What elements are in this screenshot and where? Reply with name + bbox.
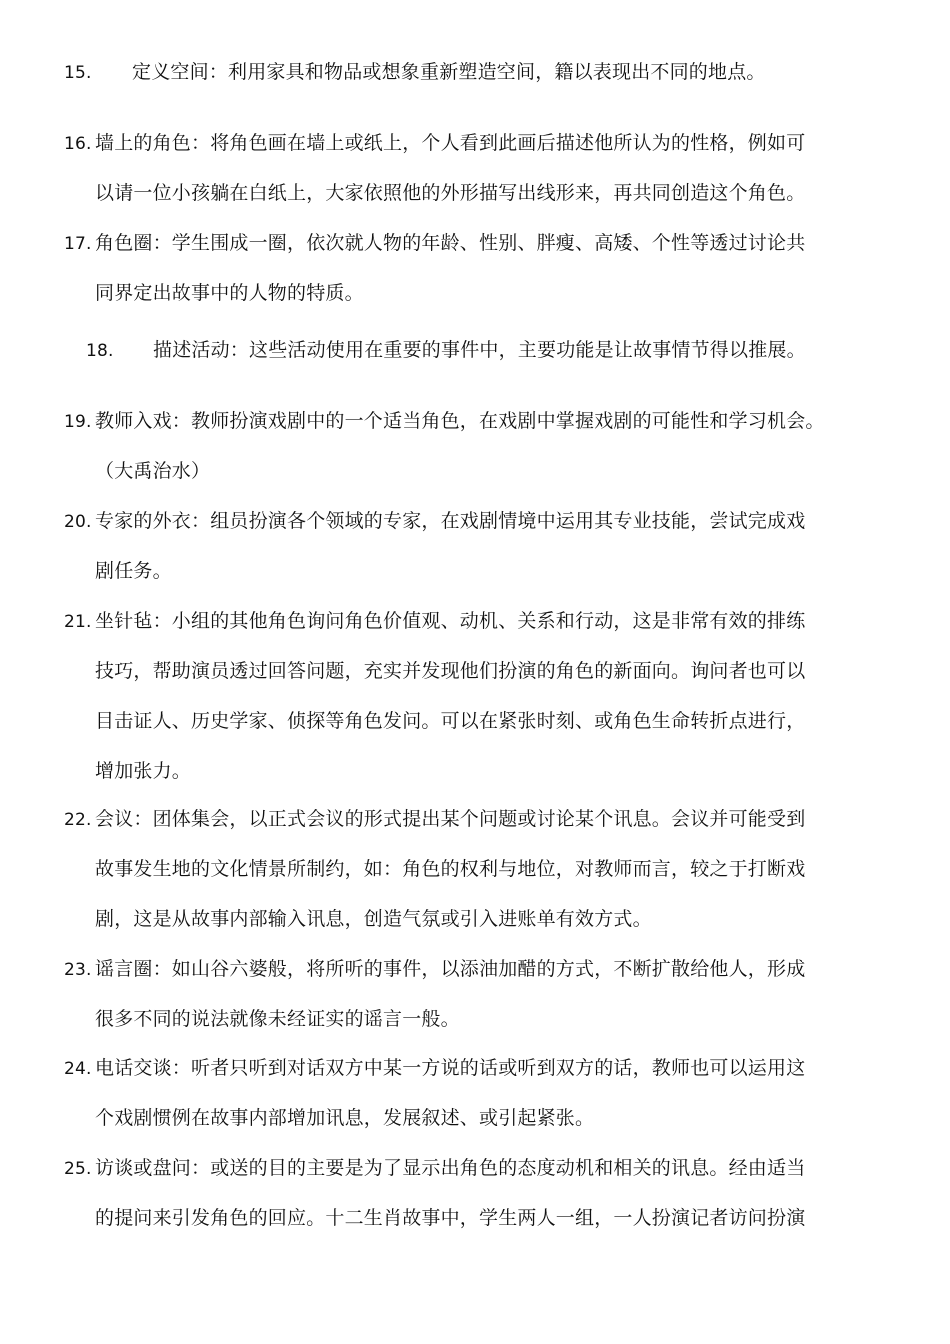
item-21-line-2: 技巧，帮助演员透过回答问题，充实并发现他们扮演的角色的新面向。询问者也可以 — [95, 660, 806, 682]
item-16-number: 16. — [64, 134, 92, 154]
item-25-line-2: 的提问来引发角色的回应。十二生肖故事中，学生两人一组，一人扮演记者访问扮演 — [95, 1207, 806, 1229]
item-22-line-1: 会议：团体集会，以正式会议的形式提出某个问题或讨论某个讯息。会议并可能受到 — [95, 808, 806, 830]
item-21-line-1: 坐针毡：小组的其他角色询问角色价值观、动机、关系和行动，这是非常有效的排练 — [95, 610, 806, 632]
item-21-line-4: 增加张力。 — [95, 760, 192, 782]
item-17-number: 17. — [64, 234, 92, 254]
item-16-line-2: 以请一位小孩躺在白纸上，大家依照他的外形描写出线形来，再共同创造这个角色。 — [95, 182, 806, 204]
item-19-line-2: （大禹治水） — [95, 460, 211, 482]
item-22-line-2: 故事发生地的文化情景所制约，如：角色的权利与地位，对教师而言，较之于打断戏 — [95, 858, 806, 880]
item-19-line-1: 教师入戏：教师扮演戏剧中的一个适当角色，在戏剧中掌握戏剧的可能性和学习机会。 — [95, 410, 825, 432]
item-22-line-3: 剧，这是从故事内部输入讯息，创造气氛或引入进账单有效方式。 — [95, 908, 652, 930]
item-20-line-1: 专家的外衣：组员扮演各个领域的专家，在戏剧情境中运用其专业技能，尝试完成戏 — [95, 510, 806, 532]
item-23-line-2: 很多不同的说法就像未经证实的谣言一般。 — [95, 1008, 460, 1030]
item-23-line-1: 谣言圈：如山谷六婆般，将所听的事件，以添油加醋的方式，不断扩散给他人，形成 — [95, 958, 806, 980]
item-18-line-1: 描述活动：这些活动使用在重要的事件中，主要功能是让故事情节得以推展。 — [153, 339, 806, 361]
item-17-line-2: 同界定出故事中的人物的特质。 — [95, 282, 364, 304]
item-16-line-1: 墙上的角色：将角色画在墙上或纸上，个人看到此画后描述他所认为的性格，例如可 — [95, 132, 806, 154]
item-25-line-1: 访谈或盘问：或送的目的主要是为了显示出角色的态度动机和相关的讯息。经由适当 — [95, 1157, 806, 1179]
item-25-number: 25. — [64, 1159, 92, 1179]
item-18-number: 18. — [86, 341, 114, 361]
item-24-line-1: 电话交谈：听者只听到对话双方中某一方说的话或听到双方的话，教师也可以运用这 — [95, 1057, 806, 1079]
item-20-line-2: 剧任务。 — [95, 560, 172, 582]
item-24-line-2: 个戏剧惯例在故事内部增加讯息，发展叙述、或引起紧张。 — [95, 1107, 595, 1129]
item-17-line-1: 角色圈：学生围成一圈，依次就人物的年龄、性别、胖瘦、高矮、个性等透过讨论共 — [95, 232, 806, 254]
item-20-number: 20. — [64, 512, 92, 532]
item-19-number: 19. — [64, 412, 92, 432]
item-23-number: 23. — [64, 960, 92, 980]
item-21-line-3: 目击证人、历史学家、侦探等角色发问。可以在紧张时刻、或角色生命转折点进行， — [95, 710, 806, 732]
item-21-number: 21. — [64, 612, 92, 632]
item-15-line-1: 定义空间：利用家具和物品或想象重新塑造空间，籍以表现出不同的地点。 — [132, 61, 766, 83]
item-15-number: 15. — [64, 63, 92, 83]
item-22-number: 22. — [64, 810, 92, 830]
item-24-number: 24. — [64, 1059, 92, 1079]
